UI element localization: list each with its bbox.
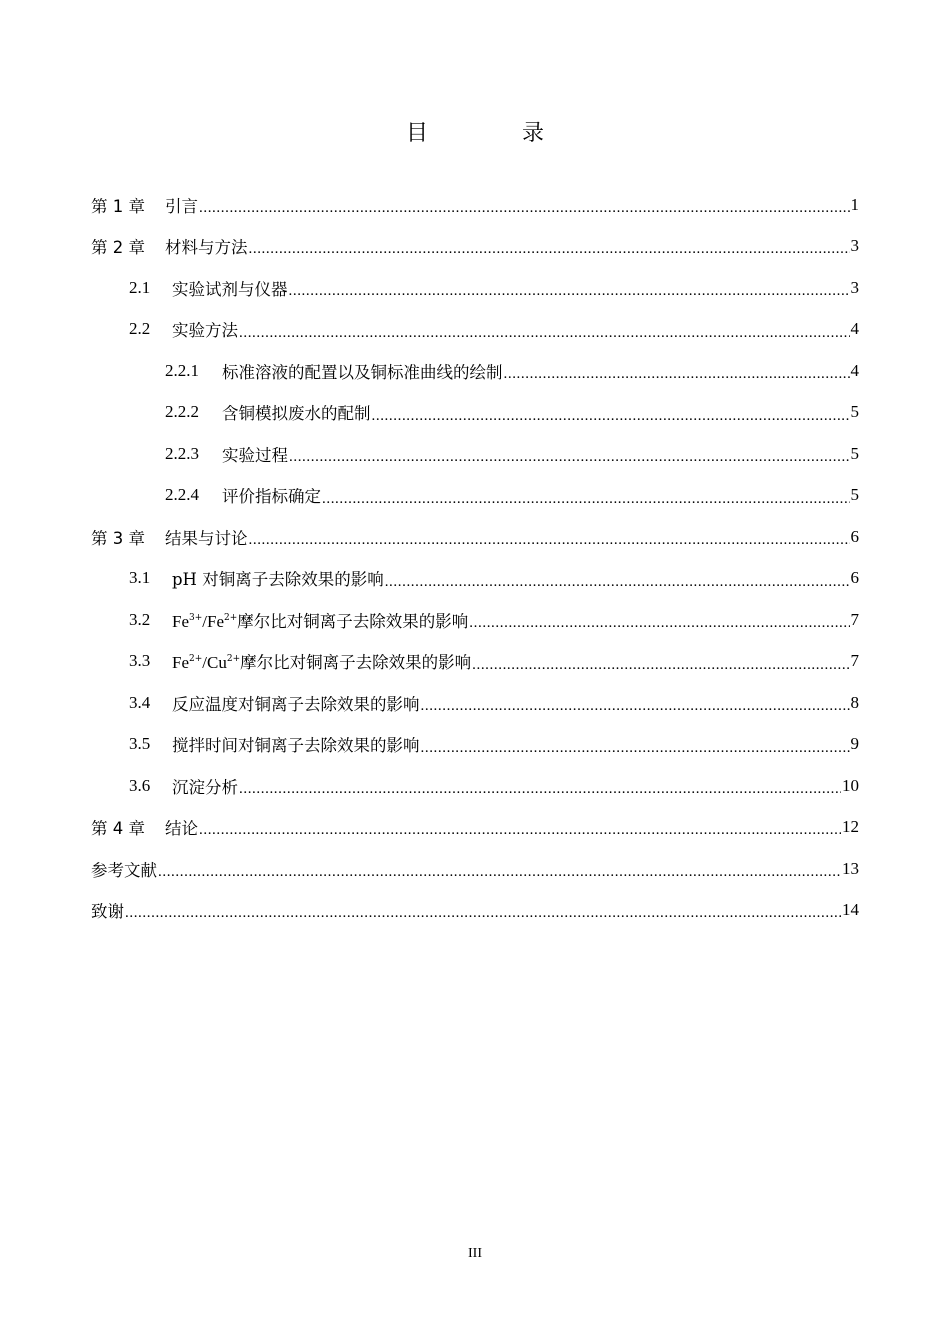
dot-leader bbox=[289, 447, 850, 464]
formula-cu: /Cu bbox=[202, 653, 227, 673]
toc-entry-3-6[interactable] bbox=[91, 765, 859, 807]
toc-entry-2-2[interactable] bbox=[91, 309, 859, 351]
toc-entry-title bbox=[172, 608, 468, 632]
toc-entry-2-2-3[interactable] bbox=[91, 433, 859, 475]
toc-entry-title: 评价指标确定 bbox=[222, 487, 321, 507]
page-title: 目 录 bbox=[405, 121, 580, 146]
toc-entry-page: 4 bbox=[850, 319, 859, 339]
toc-entry-title: 反应温度对铜离子去除效果的影响 bbox=[172, 694, 420, 714]
toc-entry-title: 实验方法 bbox=[172, 321, 238, 341]
toc-entry-3-5[interactable] bbox=[91, 724, 859, 766]
toc-entry-acknowledgements[interactable] bbox=[91, 890, 859, 932]
toc-entry-number: 第 1 章 bbox=[91, 196, 145, 216]
toc-entry-chapter-2[interactable] bbox=[91, 226, 859, 268]
dot-leader bbox=[469, 613, 849, 630]
toc-entry-number: 第 2 章 bbox=[91, 238, 145, 258]
formula-fe: /Fe bbox=[202, 611, 225, 631]
toc-entry-number: 2.2.2 bbox=[165, 402, 199, 422]
toc-entry-title-rest: 摩尔比对铜离子去除效果的影响 bbox=[237, 611, 469, 631]
toc-entry-title: 结论 bbox=[165, 819, 198, 839]
charge-superscript: 2+ bbox=[226, 654, 241, 665]
dot-leader bbox=[249, 240, 850, 257]
toc-entry-page: 5 bbox=[850, 402, 859, 422]
toc-entry-title: 致谢 bbox=[91, 902, 124, 922]
dot-leader bbox=[289, 281, 850, 298]
toc-entry-page: 14 bbox=[842, 900, 859, 920]
charge-superscript: 3+ bbox=[189, 612, 203, 623]
toc-entry-page: 3 bbox=[850, 236, 859, 256]
toc-entry-chapter-4[interactable] bbox=[91, 807, 859, 849]
toc-entry-title: 搅拌时间对铜离子去除效果的影响 bbox=[172, 736, 420, 756]
toc-entry-number: 3.6 bbox=[129, 775, 151, 795]
toc-entry-page: 1 bbox=[850, 194, 859, 214]
toc-entry-number: 2.2.4 bbox=[165, 485, 199, 505]
toc-entry-title: 材料与方法 bbox=[165, 238, 248, 258]
toc-entry-page: 8 bbox=[850, 692, 859, 712]
dot-leader bbox=[421, 738, 850, 755]
toc-entry-references[interactable] bbox=[91, 848, 859, 890]
toc-entry-number: 3.3 bbox=[129, 651, 151, 671]
toc-entry-page: 3 bbox=[850, 277, 859, 297]
toc-entry-title: 沉淀分析 bbox=[172, 777, 238, 797]
toc-entry-title bbox=[172, 649, 471, 673]
toc-entry-number: 3.1 bbox=[129, 568, 151, 588]
charge-superscript: 2+ bbox=[224, 612, 238, 623]
dot-leader bbox=[239, 779, 841, 796]
toc-entry-3-2[interactable] bbox=[91, 599, 859, 641]
formula-fe: Fe bbox=[172, 653, 189, 673]
toc-entry-2-2-4[interactable] bbox=[91, 475, 859, 517]
toc-entry-2-2-1[interactable] bbox=[91, 350, 859, 392]
dot-leader bbox=[199, 821, 841, 838]
toc-entry-number: 2.2 bbox=[129, 319, 151, 339]
toc-entry-title: 标准溶液的配置以及铜标准曲线的绘制 bbox=[222, 362, 503, 382]
toc-entry-page: 13 bbox=[842, 858, 859, 878]
toc-entry-chapter-1[interactable] bbox=[91, 184, 859, 226]
toc-entry-number: 3.4 bbox=[129, 692, 151, 712]
dot-leader bbox=[504, 364, 850, 381]
toc-entry-3-4[interactable] bbox=[91, 682, 859, 724]
dot-leader bbox=[239, 323, 850, 340]
toc-entry-number: 3.2 bbox=[129, 609, 151, 629]
toc-entry-page: 6 bbox=[850, 526, 859, 546]
toc-entry-page: 7 bbox=[850, 609, 859, 629]
toc-entry-title: 结果与讨论 bbox=[165, 528, 248, 548]
toc-entry-title: pH 对铜离子去除效果的影响 bbox=[172, 570, 384, 590]
toc-entry-3-3[interactable] bbox=[91, 641, 859, 683]
toc-entry-page: 7 bbox=[850, 651, 859, 671]
dot-leader bbox=[472, 655, 849, 672]
toc-entry-page: 5 bbox=[850, 485, 859, 505]
toc-entry-title: 含铜模拟废水的配制 bbox=[222, 404, 371, 424]
toc-entry-number: 2.2.1 bbox=[165, 360, 199, 380]
toc-entry-page: 4 bbox=[850, 360, 859, 380]
toc-entry-number: 第 4 章 bbox=[91, 819, 145, 839]
charge-superscript: 2+ bbox=[189, 654, 203, 665]
toc-entry-number: 3.5 bbox=[129, 734, 151, 754]
dot-leader bbox=[385, 572, 850, 589]
toc-entry-title: 实验过程 bbox=[222, 445, 288, 465]
formula-fe: Fe bbox=[172, 611, 189, 631]
dot-leader bbox=[158, 863, 841, 880]
toc-entry-page: 5 bbox=[850, 443, 859, 463]
toc-entry-title: 引言 bbox=[165, 196, 198, 216]
toc-entry-page: 6 bbox=[850, 568, 859, 588]
dot-leader bbox=[421, 696, 850, 713]
toc-entry-3-1[interactable] bbox=[91, 558, 859, 600]
toc-entry-number: 第 3 章 bbox=[91, 528, 145, 548]
toc-entry-page: 9 bbox=[850, 734, 859, 754]
toc-entry-page: 10 bbox=[842, 775, 859, 795]
toc-entry-title: 实验试剂与仪器 bbox=[172, 279, 288, 299]
toc-entry-title-rest: 摩尔比对铜离子去除效果的影响 bbox=[240, 653, 472, 673]
dot-leader bbox=[322, 489, 850, 506]
toc-entry-number: 2.1 bbox=[129, 277, 151, 297]
page-number-footer: III bbox=[468, 1246, 482, 1261]
dot-leader bbox=[125, 904, 841, 921]
dot-leader bbox=[372, 406, 850, 423]
toc-entry-2-1[interactable] bbox=[91, 267, 859, 309]
dot-leader bbox=[199, 199, 850, 216]
toc-entry-page: 12 bbox=[842, 817, 859, 837]
toc-entry-title: 参考文献 bbox=[91, 860, 157, 880]
toc-entry-chapter-3[interactable] bbox=[91, 516, 859, 558]
table-of-contents bbox=[91, 184, 859, 931]
dot-leader bbox=[249, 531, 850, 548]
toc-entry-2-2-2[interactable] bbox=[91, 392, 859, 434]
toc-entry-number: 2.2.3 bbox=[165, 443, 199, 463]
